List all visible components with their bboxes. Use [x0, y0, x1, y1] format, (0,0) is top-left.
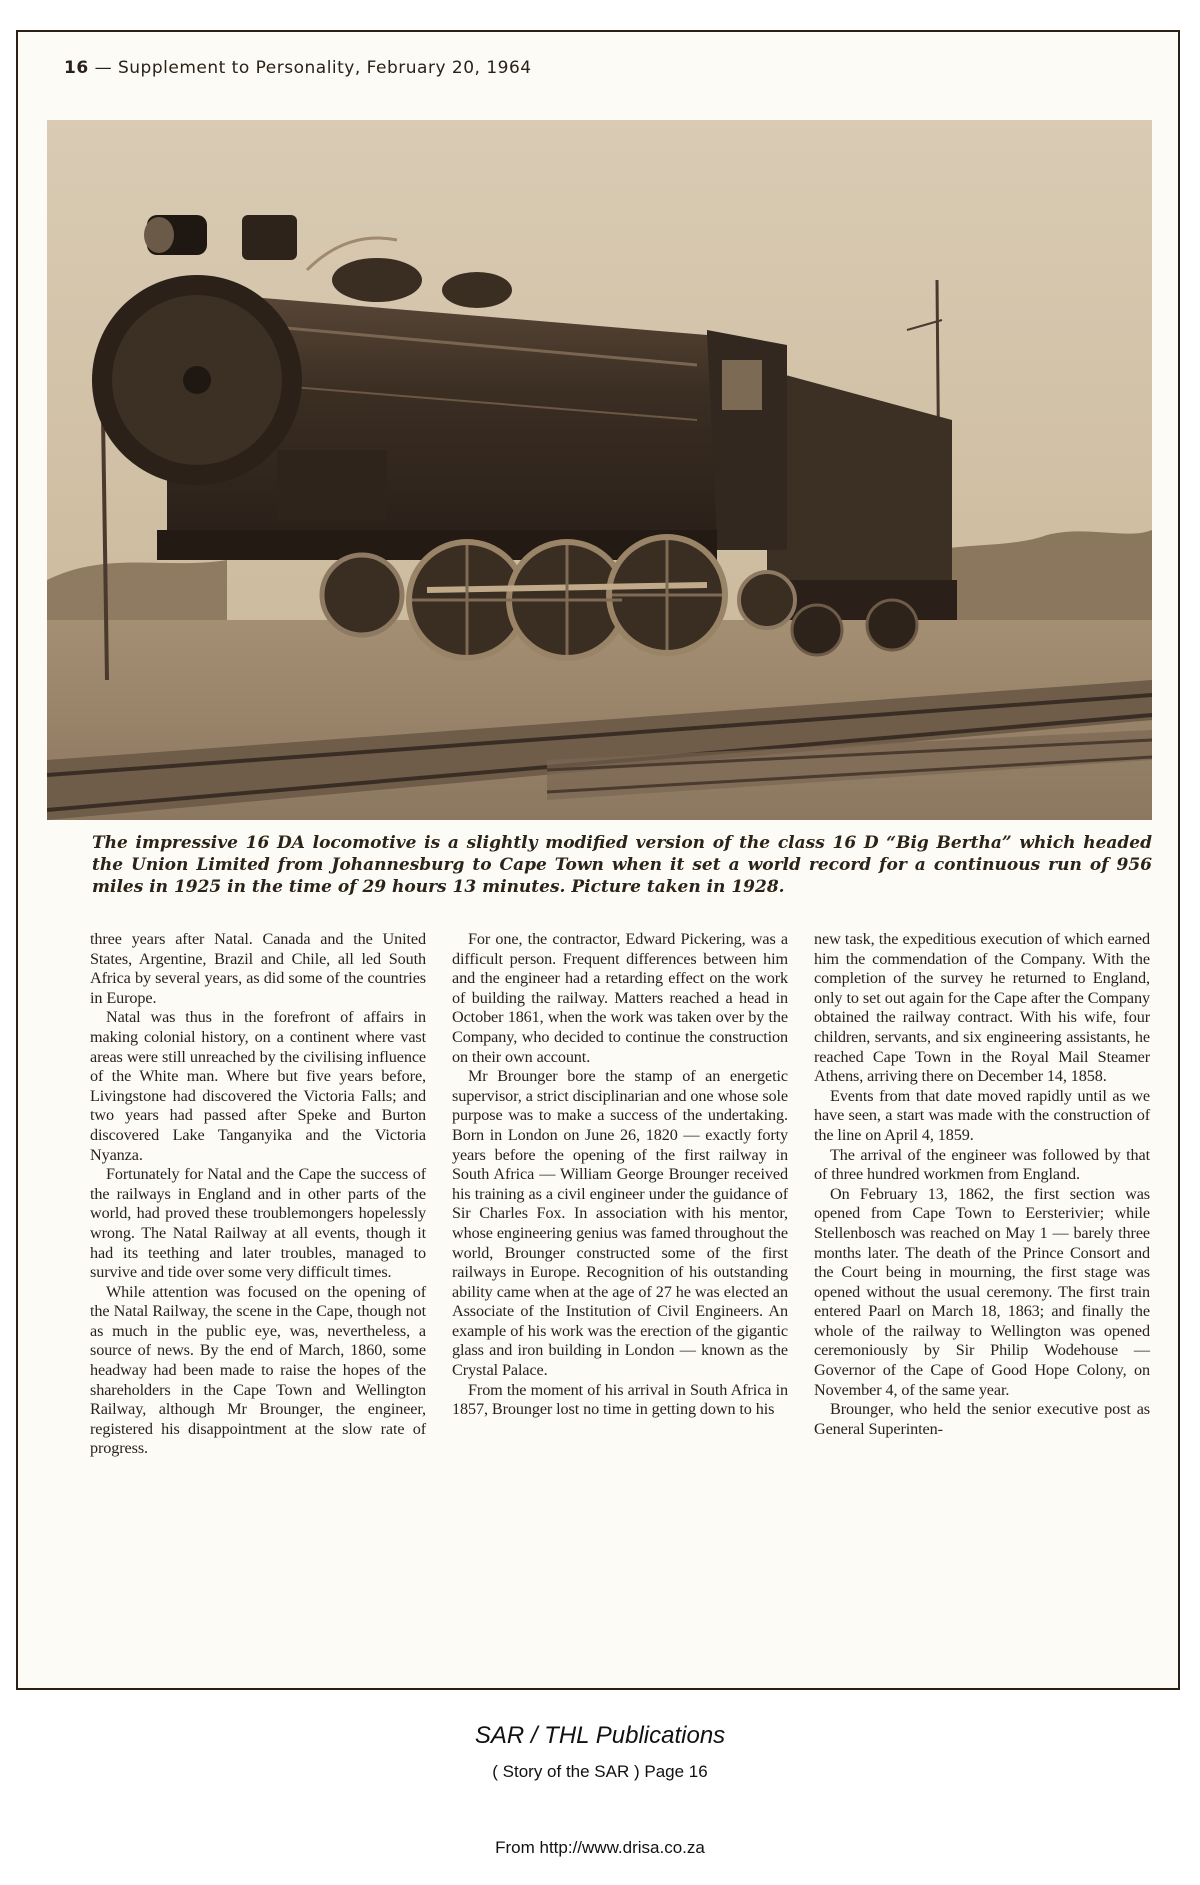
- paragraph: three years after Natal. Canada and the United States, Argentine, Brazil and Chile, all led South Africa by several years, as did some of the countries in Europe.: [90, 930, 426, 1007]
- paragraph: Mr Brounger bore the stamp of an energetic supervisor, a strict disciplinarian and one whose sole purpose was to make a success of the undertaking. Born in London on June 26, 1820 — exactly forty years before the opening of the first railway in South Africa — William George Brounger received his training as a civil engineer under the guidance of Sir Charles Fox. In association with his mentor, whose engineering genius was famed throughout the world, Brounger constructed some of the first railways in Europe. Recognition of his outstanding ability came when at the age of 27 he was elected an Associate of the Institution of Civil Engineers. An example of his work was the erection of the gigantic glass and iron building in London — known as the Crystal Palace.: [452, 1067, 788, 1380]
- footer-subtitle: ( Story of the SAR ) Page 16: [492, 1762, 708, 1781]
- page-number: 16: [64, 58, 89, 78]
- header-separator: —: [94, 58, 113, 78]
- paragraph: For one, the contractor, Edward Pickering, was a difficult person. Frequent differences between him and the engineer had a retarding effect on the work of building the railway. Matters reached a head in October 1861, when the work was taken over by the Company, who decided to continue the construction on their own account.: [452, 930, 788, 1066]
- paragraph: Fortunately for Natal and the Cape the success of the railways in England and in other parts of the world, had proved these troublemongers hopelessly wrong. The Natal Railway at all events, though it had its teething and later troubles, managed to survive and tide over some very difficult times.: [90, 1165, 426, 1282]
- article-column-2: [452, 930, 788, 1670]
- footer-source: From http://www.drisa.co.za: [495, 1838, 705, 1857]
- publication-title: Supplement to Personality, February 20, 1964: [117, 58, 532, 78]
- paragraph: From the moment of his arrival in South Africa in 1857, Brounger lost no time in getting down to his: [452, 1380, 788, 1419]
- paragraph: On February 13, 1862, the first section was opened from Cape Town to Eersterivier; while Stellenbosch was reached on May 1 — barely three months later. The death of the Prince Consort and the Court being in mourning, the first stage was opened without the usual ceremony. The first train entered Paarl on March 18, 1863; and finally the whole of the railway to Wellington was opened ceremoniously by Sir Philip Wodehouse — Governor of the Cape of Good Hope Colony, on November 4, of the same year.: [814, 1184, 1150, 1399]
- paragraph: While attention was focused on the opening of the Natal Railway, the scene in the Cape, though not as much in the public eye, was, nevertheless, a source of news. By the end of March, 1860, some headway had been made to raise the hopes of the shareholders in the Cape Town and Wellington Railway, although Mr Brounger, the engineer, registered his disappointment at the slow rate of progress.: [90, 1282, 426, 1458]
- paragraph: The arrival of the engineer was followed by that of three hundred workmen from England.: [814, 1145, 1150, 1184]
- article-column-3: [814, 930, 1150, 1670]
- paragraph: new task, the expeditious execution of which earned him the commendation of the Company. With the completion of the survey he returned to England, only to set out again for the Cape after the Company obtained the railway contract. With his wife, four children, servants, and six engineering assistants, he reached Cape Town in the Royal Mail Steamer Athens, arriving there on December 14, 1858.: [814, 930, 1150, 1086]
- locomotive-photo: [47, 120, 1152, 820]
- footer-title: SAR / THL Publications: [474, 1722, 726, 1749]
- article-columns: [90, 930, 1152, 1670]
- paragraph: Events from that date moved rapidly until as we have seen, a start was made with the construction of the line on April 4, 1859.: [814, 1086, 1150, 1144]
- paragraph: Natal was thus in the forefront of affairs in making colonial history, on a continent where vast areas were still unreached by the civilising influence of the White man. Where but five years before, Livingstone had discovered the Victoria Falls; and two years had passed after Speke and Burton discovered Lake Tanganyika and the Victoria Nyanza.: [90, 1008, 426, 1164]
- page-header: [64, 58, 532, 78]
- photo-caption: The impressive 16 DA locomotive is a slightly modified version of the class 16 D “Big Bertha” which headed the Union Limited from Johannesburg to Cape Town when it set a world record for a continuous run of 956 miles in 1925 in the time of 29 hours 13 minutes. Picture taken in 1928.: [92, 833, 1152, 897]
- paragraph: Brounger, who held the senior executive post as General Superinten-: [814, 1400, 1150, 1438]
- article-column-1: [90, 930, 426, 1670]
